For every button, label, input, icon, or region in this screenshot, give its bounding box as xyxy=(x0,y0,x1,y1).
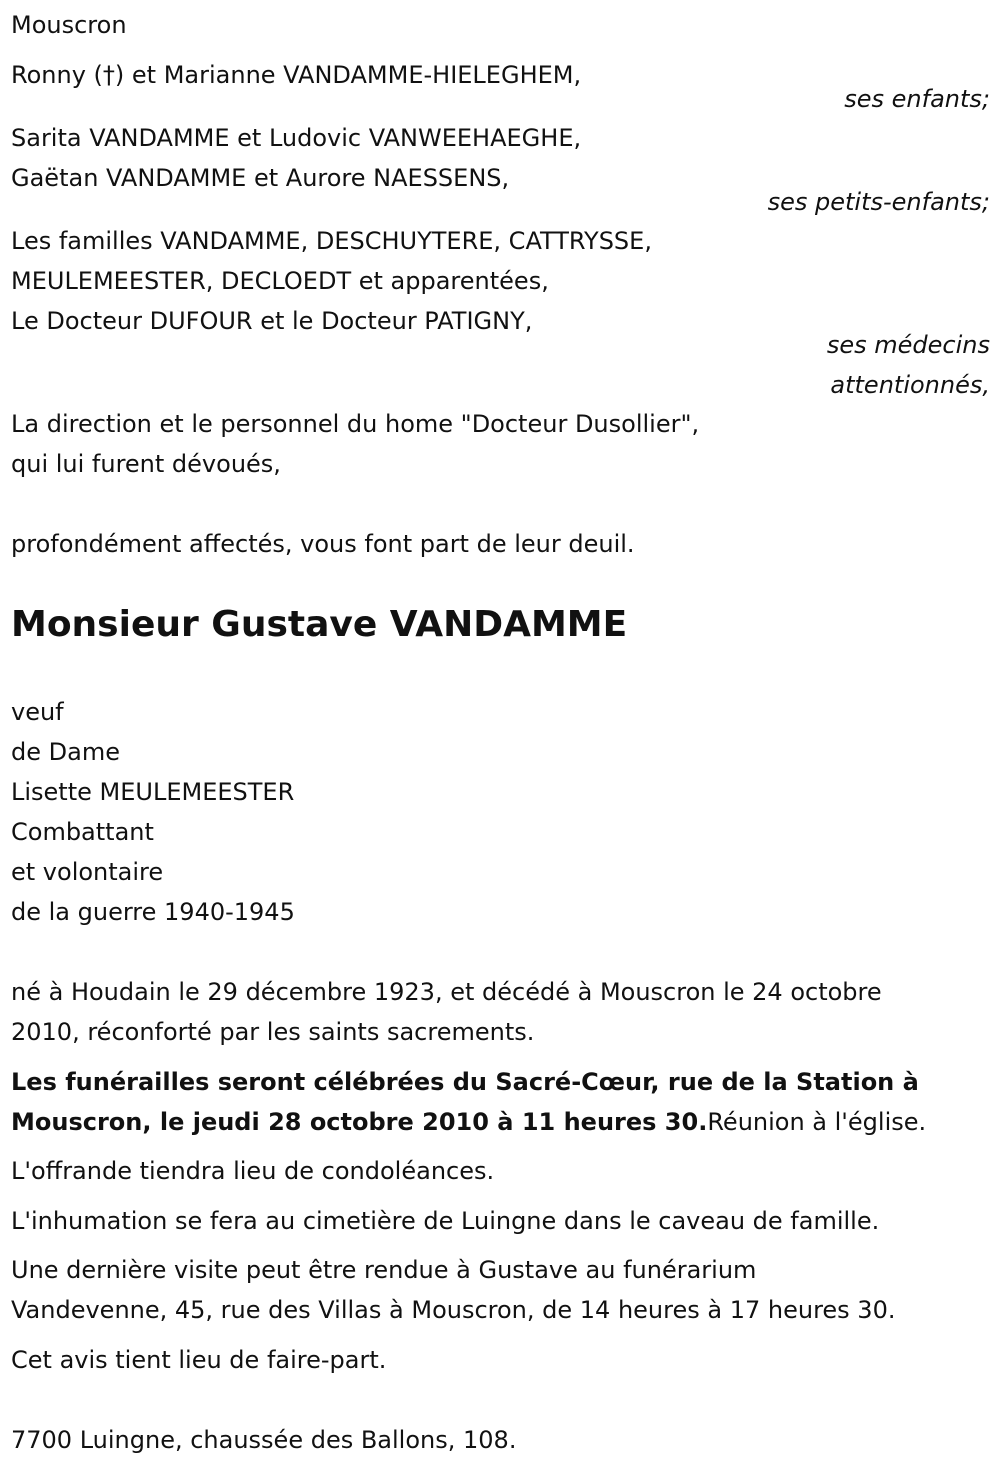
announcement: profondément affectés, vous font part de leur deuil. xyxy=(11,530,635,558)
doctors-role: attentionnés, xyxy=(830,371,990,399)
cross-icon: † xyxy=(102,61,115,89)
deceased-detail: de Dame xyxy=(11,738,120,766)
home-staff-line: La direction et le personnel du home "Docteur Dusollier", xyxy=(11,410,700,438)
deceased-name: Monsieur Gustave VANDAMME xyxy=(11,604,628,645)
offering-line: L'offrande tiendra lieu de condoléances. xyxy=(11,1157,495,1185)
children-line xyxy=(11,55,581,95)
deceased-detail: veuf xyxy=(11,698,64,726)
funeral-meeting: Réunion à l'église. xyxy=(707,1108,927,1136)
birth-death-line: 2010, réconforté par les saints sacrements. xyxy=(11,1018,535,1046)
children-prefix: Ronny ( xyxy=(11,61,103,89)
city-header: Mouscron xyxy=(11,11,127,39)
families-line: Les familles VANDAMME, DESCHUYTERE, CATTRYSSE, xyxy=(11,227,652,255)
grandchildren-line: Sarita VANDAMME et Ludovic VANWEEHAEGHE, xyxy=(11,124,582,152)
notice-line: Cet avis tient lieu de faire-part. xyxy=(11,1346,387,1374)
deceased-detail: Lisette MEULEMEESTER xyxy=(11,778,295,806)
deceased-detail: Combattant xyxy=(11,818,154,846)
funeral-service-date: Mouscron, le jeudi 28 octobre 2010 à 11 heures 30. xyxy=(11,1108,708,1136)
visit-line: Vandevenne, 45, rue des Villas à Mouscron, de 14 heures à 17 heures 30. xyxy=(11,1296,896,1324)
doctors-line: Le Docteur DUFOUR et le Docteur PATIGNY, xyxy=(11,307,533,335)
home-staff-line: qui lui furent dévoués, xyxy=(11,450,281,478)
address-line: 7700 Luingne, chaussée des Ballons, 108. xyxy=(11,1426,517,1454)
funeral-service: Les funérailles seront célébrées du Sacré-Cœur, rue de la Station à xyxy=(11,1068,919,1096)
deceased-detail: et volontaire xyxy=(11,858,164,886)
funeral-service-line2 xyxy=(11,1102,926,1142)
visit-line: Une dernière visite peut être rendue à Gustave au funérarium xyxy=(11,1256,757,1284)
deceased-detail: de la guerre 1940-1945 xyxy=(11,898,295,926)
doctors-role: ses médecins xyxy=(826,331,990,359)
children-suffix: ) et Marianne VANDAMME-HIELEGHEM, xyxy=(114,61,582,89)
grandchildren-role: ses petits-enfants; xyxy=(767,188,990,216)
burial-line: L'inhumation se fera au cimetière de Luingne dans le caveau de famille. xyxy=(11,1207,880,1235)
grandchildren-line: Gaëtan VANDAMME et Aurore NAESSENS, xyxy=(11,164,510,192)
birth-death-line: né à Houdain le 29 décembre 1923, et décédé à Mouscron le 24 octobre xyxy=(11,978,882,1006)
families-line: MEULEMEESTER, DECLOEDT et apparentées, xyxy=(11,267,549,295)
children-role: ses enfants; xyxy=(844,85,990,113)
